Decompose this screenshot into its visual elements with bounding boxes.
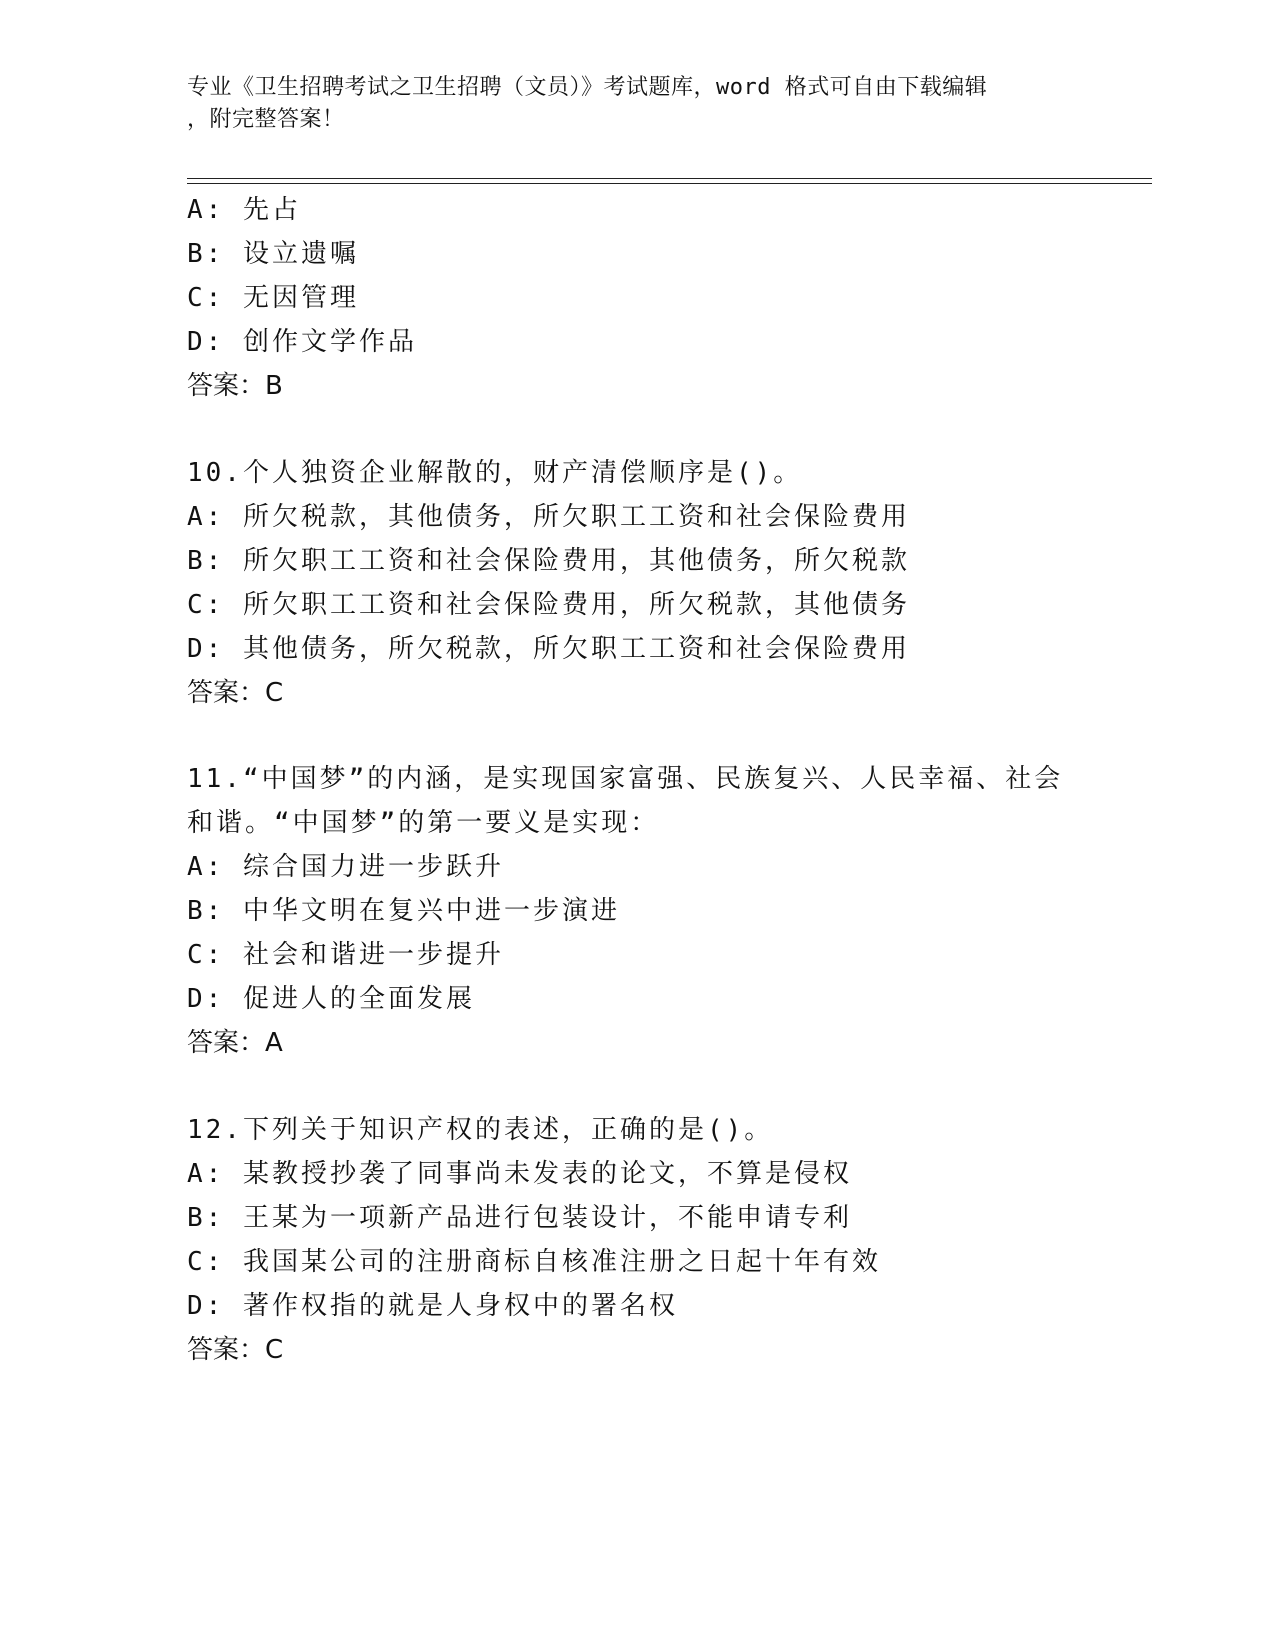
q11-option-d: D: 促进人的全面发展	[187, 984, 475, 1014]
header-line-1: 专业《卫生招聘考试之卫生招聘（文员）》考试题库，word 格式可自由下载编辑	[187, 75, 988, 100]
q11-option-a: A: 综合国力进一步跃升	[187, 852, 504, 882]
q9-option-b: B: 设立遗嘱	[187, 239, 359, 269]
header-divider-bottom	[187, 183, 1152, 184]
q9-option-c: C: 无因管理	[187, 283, 359, 313]
q11-stem-line-1: 11.“中国梦”的内涵，是实现国家富强、民族复兴、人民幸福、社会	[187, 764, 1064, 794]
q12-answer: 答案：C	[187, 1335, 284, 1365]
q10-option-c: C: 所欠职工工资和社会保险费用，所欠税款，其他债务	[187, 590, 910, 620]
q12-option-b: B: 王某为一项新产品进行包装设计，不能申请专利	[187, 1203, 852, 1233]
q12-option-a: A: 某教授抄袭了同事尚未发表的论文，不算是侵权	[187, 1159, 852, 1189]
q9-option-a: A: 先占	[187, 195, 301, 225]
q12-option-c: C: 我国某公司的注册商标自核准注册之日起十年有效	[187, 1247, 881, 1277]
q12-stem: 12.下列关于知识产权的表述，正确的是()。	[187, 1115, 774, 1145]
document-header	[187, 72, 1067, 136]
q10-stem: 10.个人独资企业解散的，财产清偿顺序是()。	[187, 458, 803, 488]
q10-option-a: A: 所欠税款，其他债务，所欠职工工资和社会保险费用	[187, 502, 910, 532]
q10-option-b: B: 所欠职工工资和社会保险费用，其他债务，所欠税款	[187, 546, 910, 576]
q11-option-c: C: 社会和谐进一步提升	[187, 940, 504, 970]
header-line-2: ，附完整答案！	[187, 107, 345, 132]
q12-option-d: D: 著作权指的就是人身权中的署名权	[187, 1291, 678, 1321]
q11-option-b: B: 中华文明在复兴中进一步演进	[187, 896, 620, 926]
q9-answer: 答案：B	[187, 371, 283, 401]
header-divider-top	[187, 178, 1152, 179]
q11-stem-line-2: 和谐。“中国梦”的第一要义是实现：	[187, 808, 660, 838]
q9-option-d: D: 创作文学作品	[187, 327, 417, 357]
q10-answer: 答案：C	[187, 678, 284, 708]
q10-option-d: D: 其他债务，所欠税款，所欠职工工资和社会保险费用	[187, 634, 910, 664]
q11-answer: 答案：A	[187, 1028, 283, 1058]
